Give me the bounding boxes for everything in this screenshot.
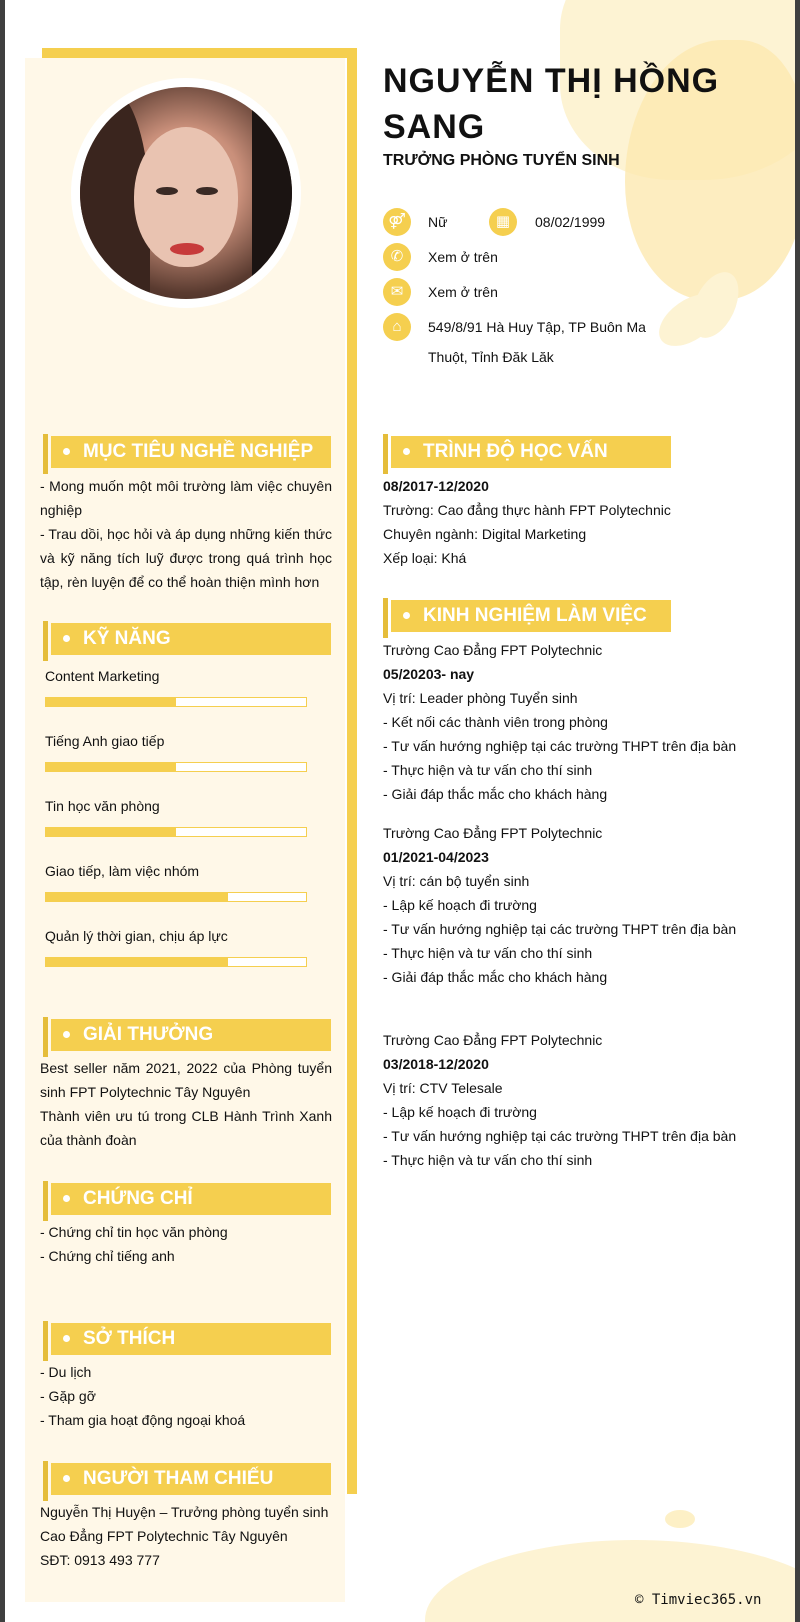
job-title: TRƯỞNG PHÒNG TUYỂN SINH xyxy=(383,152,620,169)
skill-fill xyxy=(46,828,176,836)
cv-page xyxy=(5,0,795,1622)
section-title: KINH NGHIỆM LÀM VIỆC xyxy=(423,605,647,626)
job-entry: Trường Cao Đẳng FPT Polytechnic 03/2018-12/2020 Vị trí: CTV Telesale - Lập kế hoạch đi trường - Tư vấn hướng nghiệp tại các trường THPT trên địa bàn - Thực hiện và tư vấn cho thí sinh xyxy=(383,1032,737,1168)
education-text: 08/2017-12/2020 Trường: Cao đẳng thực hành FPT Polytechnic Chuyên ngành: Digital Marketing Xếp loại: Khá xyxy=(383,478,671,566)
skill-bar xyxy=(45,827,307,837)
section-title: MỤC TIÊU NGHỀ NGHIỆP xyxy=(83,441,314,462)
skill-name: Giao tiếp, làm việc nhóm xyxy=(45,863,200,879)
skill-name: Content Marketing xyxy=(45,668,160,684)
email-value: Xem ở trên xyxy=(428,284,498,300)
objective-text: - Mong muốn một môi trường làm việc chuyên nghiệp - Trau dồi, học hỏi và áp dụng những kiến thức và kỹ năng tích luỹ được trong quá trình học tập, rèn luyện để co thể hoàn thiện mình hơn xyxy=(40,478,332,590)
skill-bar xyxy=(45,762,307,772)
gender-value: Nữ xyxy=(428,214,448,230)
skill-bar xyxy=(45,697,307,707)
candidate-name: NGUYỄN THỊ HỒNG SANG xyxy=(383,62,720,146)
skill-fill xyxy=(46,698,176,706)
job-entry: Trường Cao Đẳng FPT Polytechnic 01/2021-04/2023 Vị trí: cán bộ tuyển sinh - Lập kế hoạch đi trường - Tư vấn hướng nghiệp tại các trường THPT trên địa bàn - Thực hiện và tư vấn cho thí sinh - Giải đáp thắc mắc cho khách hàng xyxy=(383,825,737,985)
section-title: SỞ THÍCH xyxy=(83,1328,176,1349)
phone-icon: ✆ xyxy=(383,243,411,271)
section-title: NGƯỜI THAM CHIẾU xyxy=(83,1468,274,1489)
skill-name: Tiếng Anh giao tiếp xyxy=(45,733,165,749)
certificates-text: - Chứng chỉ tin học văn phòng - Chứng chỉ tiếng anh xyxy=(40,1224,228,1264)
skill-bar xyxy=(45,957,307,967)
email-icon: ✉ xyxy=(383,278,411,306)
section-title: TRÌNH ĐỘ HỌC VẤN xyxy=(423,441,608,462)
section-title: CHỨNG CHỈ xyxy=(83,1188,193,1209)
references-text: Nguyễn Thị Huyện – Trưởng phòng tuyển sinh Cao Đẳng FPT Polytechnic Tây Nguyên SĐT: 0913 493 777 xyxy=(40,1504,329,1568)
section-title: GIẢI THƯỞNG xyxy=(83,1024,214,1045)
section-title: KỸ NĂNG xyxy=(83,628,171,649)
address-line1: 549/8/91 Hà Huy Tập, TP Buôn Ma xyxy=(428,319,646,335)
skill-fill xyxy=(46,958,228,966)
skill-fill xyxy=(46,763,176,771)
avatar xyxy=(71,78,301,308)
gender-icon: ⚤ xyxy=(383,208,411,236)
footer-watermark: © Timviec365.vn xyxy=(635,1592,762,1608)
skill-bar xyxy=(45,892,307,902)
birthday-value: 08/02/1999 xyxy=(535,214,606,230)
skill-name: Tin học văn phòng xyxy=(45,798,160,814)
awards-text: Best seller năm 2021, 2022 của Phòng tuyển sinh FPT Polytechnic Tây Nguyên Thành viên ưu tú trong CLB Hành Trình Xanh của thành đoàn xyxy=(40,1060,332,1148)
address-line2: Thuột, Tỉnh Đăk Lăk xyxy=(428,349,554,365)
hobbies-text: - Du lịch - Gặp gỡ - Tham gia hoạt động ngoại khoá xyxy=(40,1364,246,1428)
calendar-icon: ▦ xyxy=(489,208,517,236)
skill-fill xyxy=(46,893,228,901)
job-entry: Trường Cao Đẳng FPT Polytechnic 05/20203- nay Vị trí: Leader phòng Tuyển sinh - Kết nối các thành viên trong phòng - Tư vấn hướng nghiệp tại các trường THPT trên địa bàn - Thực hiện và tư vấn cho thí sinh - Giải đáp thắc mắc cho khách hàng xyxy=(383,642,737,802)
phone-value: Xem ở trên xyxy=(428,249,498,265)
skill-name: Quản lý thời gian, chịu áp lực xyxy=(45,928,228,944)
profile-photo xyxy=(80,87,292,299)
home-icon: ⌂ xyxy=(383,313,411,341)
